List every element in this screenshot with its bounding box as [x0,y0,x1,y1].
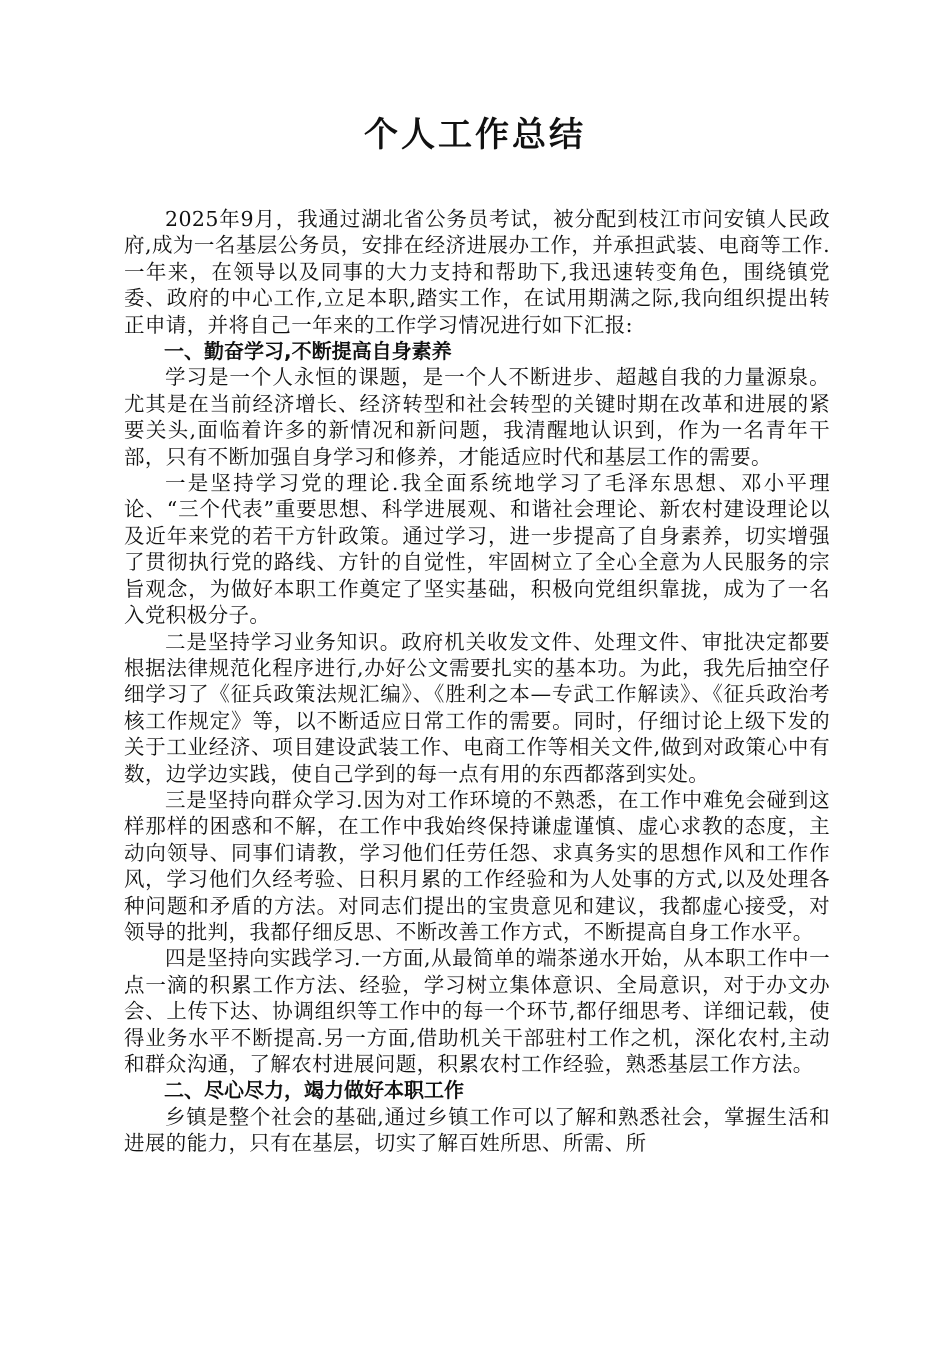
section-1-point-4: 四是坚持向实践学习.一方面,从最简单的端茶递水开始，从本职工作中一点一滴的积累工作方法、经验，学习树立集体意识、全局意识，对于办文办会、上传下达、协调组织等工作中的每一个环节,都仔细思考、详细记载，使得业务水平不断提高.另一方面,借助机关干部驻村工作之机，深化农村,主动和群众沟通，了解农村进展问题，积累农村工作经验，熟悉基层工作方法。 [124,946,830,1076]
intro-paragraph: 2025年9月，我通过湖北省公务员考试，被分配到枝江市问安镇人民政府,成为一名基层公务员，安排在经济进展办工作，并承担武装、电商等工作.一年来，在领导以及同事的大力支持和帮助下,我迅速转变角色，围绕镇党委、政府的中心工作,立足本职,踏实工作，在试用期满之际,我向组织提出转正申请，并将自己一年来的工作学习情况进行如下汇报: [124,207,830,337]
section-1-point-2: 二是坚持学习业务知识。政府机关收发文件、处理文件、审批决定都要根据法律规范化程序进行,办好公文需要扎实的基本功。为此，我先后抽空仔细学习了《征兵政策法规汇编》、《胜利之本—专武工作解读》、《征兵政治考核工作规定》等，以不断适应日常工作的需要。同时，仔细讨论上级下发的关于工业经济、项目建设武装工作、电商工作等相关文件,做到对政策心中有数，边学边实践，使自己学到的每一点有用的东西都落到实处。 [124,629,830,786]
section-1-point-3: 三是坚持向群众学习.因为对工作环境的不熟悉，在工作中难免会碰到这样那样的困惑和不解，在工作中我始终保持谦虚谨慎、虚心求教的态度，主动向领导、同事们请教，学习他们任劳任怨、求真务实的思想作风和工作作风，学习他们久经考验、日积月累的工作经验和为人处事的方式,以及处理各种问题和矛盾的方法。对同志们提出的宝贵意见和建议，我都虚心接受，对领导的批判，我都仔细反思、不断改善工作方式，不断提高自身工作水平。 [124,787,830,944]
section-heading-1: 一、勤奋学习,不断提高自身素养 [164,339,452,364]
section-1-paragraph: 学习是一个人永恒的课题，是一个人不断进步、超越自我的力量源泉。尤其是在当前经济增长、经济转型和社会转型的关键时期在改革和进展的紧要关头,面临着许多的新情况和新问题，我清醒地认识到，作为一名青年干部，只有不断加强自身学习和修养，才能适应时代和基层工作的需要。 [124,365,830,469]
document-title: 个人工作总结 [364,115,586,155]
document-body [124,206,830,1157]
section-heading-2: 二、尽心尽力，竭力做好本职工作 [164,1078,464,1103]
section-1-point-1: 一是坚持学习党的理论.我全面系统地学习了毛泽东思想、邓小平理论、“三个代表”重要思想、科学进展观、和谐社会理论、新农村建设理论以及近年来党的若干方针政策。通过学习，进一步提高了自身素养，切实增强了贯彻执行党的路线、方针的自觉性，牢固树立了全心全意为人民服务的宗旨观念，为做好本职工作奠定了坚实基础，积极向党组织靠拢，成为了一名入党积极分子。 [124,471,830,628]
section-2-paragraph: 乡镇是整个社会的基础,通过乡镇工作可以了解和熟悉社会，掌握生活和进展的能力，只有在基层，切实了解百姓所思、所需、所 [124,1104,830,1156]
